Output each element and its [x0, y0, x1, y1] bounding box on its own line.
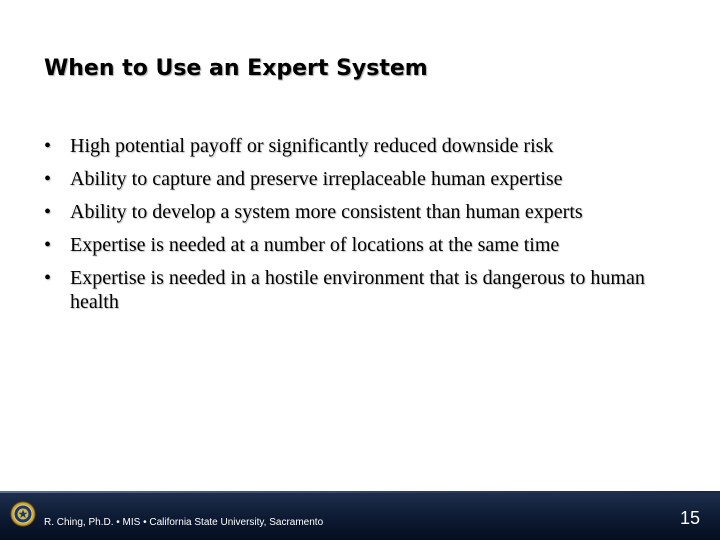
bullet-list [44, 134, 684, 323]
bullet-item [44, 167, 684, 191]
bullet-marker: • [44, 135, 52, 157]
bullet-marker: • [44, 168, 52, 190]
footer-credit: R. Ching, Ph.D. • MIS • California State University, Sacramento [44, 517, 324, 528]
bullet-text: Expertise is needed in a hostile environment that is dangerous to human health [70, 267, 645, 313]
slide-title: When to Use an Expert System [44, 56, 428, 81]
university-seal-icon [10, 501, 36, 527]
bullet-marker: • [44, 267, 52, 289]
bullet-text: High potential payoff or significantly reduced downside risk [70, 135, 554, 157]
bullet-item [44, 266, 684, 314]
bullet-marker: • [44, 234, 52, 256]
bullet-text: Ability to develop a system more consistent than human experts [70, 201, 583, 223]
bullet-item [44, 233, 684, 257]
footer-highlight [0, 491, 720, 493]
bullet-item [44, 134, 684, 158]
bullet-text: Ability to capture and preserve irreplaceable human expertise [70, 168, 563, 190]
bullet-marker: • [44, 201, 52, 223]
footer-bar [0, 491, 720, 540]
bullet-item [44, 200, 684, 224]
page-number: 15 [679, 508, 700, 528]
bullet-text: Expertise is needed at a number of locations at the same time [70, 234, 560, 256]
